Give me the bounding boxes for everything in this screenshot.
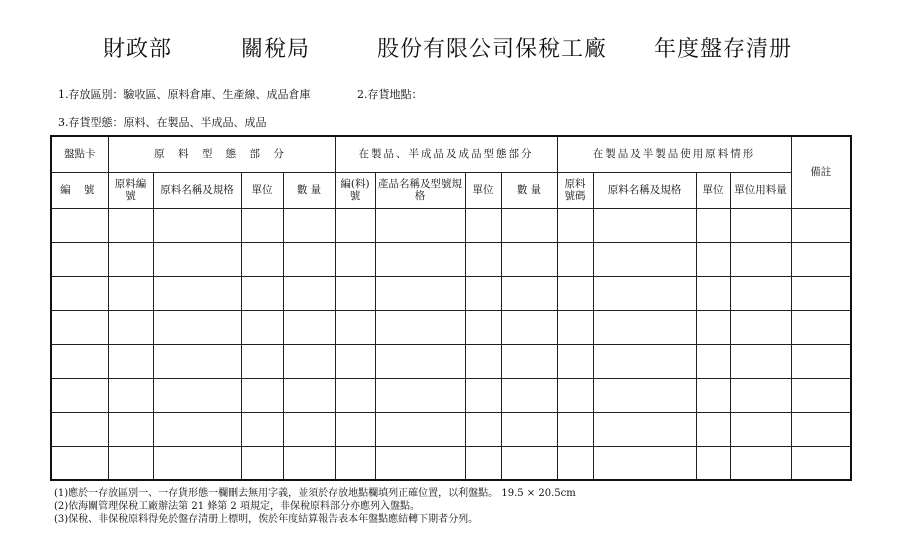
table-cell[interactable]	[696, 310, 730, 344]
bureau-title: 關稅局	[241, 37, 311, 62]
wip-unit-header: 單位	[465, 172, 501, 208]
table-cell[interactable]	[241, 242, 283, 276]
table-row	[51, 446, 851, 480]
table-cell[interactable]	[696, 412, 730, 446]
table-body	[51, 208, 851, 480]
card-no-header: 編 號	[51, 172, 108, 208]
table-cell[interactable]	[730, 276, 791, 310]
table-cell[interactable]	[465, 446, 501, 480]
table-cell[interactable]	[501, 344, 557, 378]
table-cell[interactable]	[557, 208, 593, 242]
table-row	[51, 276, 851, 310]
table-cell[interactable]	[375, 412, 465, 446]
table-cell[interactable]	[730, 446, 791, 480]
table-cell[interactable]	[791, 344, 851, 378]
table-cell[interactable]	[108, 344, 153, 378]
raw-material-part-header: 原 料 型 態 部 分	[108, 136, 335, 172]
table-cell[interactable]	[241, 276, 283, 310]
table-cell[interactable]	[791, 446, 851, 480]
table-cell[interactable]	[791, 310, 851, 344]
table-cell[interactable]	[375, 446, 465, 480]
storage-area-line: 1.存放區別：驗收區、原料倉庫、生產線、成品倉庫	[58, 88, 311, 101]
table-cell[interactable]	[791, 378, 851, 412]
table-cell[interactable]	[593, 276, 696, 310]
use-qty-header: 單位用料量	[730, 172, 791, 208]
table-cell[interactable]	[153, 446, 241, 480]
table-cell[interactable]	[696, 242, 730, 276]
table-cell[interactable]	[241, 310, 283, 344]
table-cell[interactable]	[51, 242, 108, 276]
table-cell[interactable]	[557, 310, 593, 344]
table-cell[interactable]	[730, 378, 791, 412]
table-cell[interactable]	[241, 446, 283, 480]
table-cell[interactable]	[51, 412, 108, 446]
table-cell[interactable]	[730, 242, 791, 276]
table-cell[interactable]	[501, 276, 557, 310]
table-cell[interactable]	[283, 344, 335, 378]
table-cell[interactable]	[375, 242, 465, 276]
table-cell[interactable]	[335, 310, 375, 344]
table-cell[interactable]	[283, 276, 335, 310]
table-cell[interactable]	[501, 378, 557, 412]
table-cell[interactable]	[557, 378, 593, 412]
wip-no-header: 編(料)號	[335, 172, 375, 208]
table-cell[interactable]	[375, 378, 465, 412]
table-cell[interactable]	[283, 208, 335, 242]
table-cell[interactable]	[791, 242, 851, 276]
table-cell[interactable]	[593, 446, 696, 480]
raw-name-spec-header: 原料名稱及規格	[153, 172, 241, 208]
table-row	[51, 344, 851, 378]
table-cell[interactable]	[501, 242, 557, 276]
table-cell[interactable]	[283, 242, 335, 276]
table-cell[interactable]	[51, 344, 108, 378]
table-cell[interactable]	[696, 344, 730, 378]
table-cell[interactable]	[335, 208, 375, 242]
footnote: (2)依海關管理保稅工廠辦法第 21 條第 2 項規定，非保稅原料部分亦應列入盤點。	[54, 501, 420, 512]
table-sub-header-row	[51, 172, 851, 208]
raw-no-header: 原料編號	[108, 172, 153, 208]
form-title	[0, 32, 900, 62]
table-cell[interactable]	[465, 242, 501, 276]
table-cell[interactable]	[696, 276, 730, 310]
table-cell[interactable]	[153, 378, 241, 412]
table-cell[interactable]	[465, 310, 501, 344]
table-cell[interactable]	[730, 208, 791, 242]
table-cell[interactable]	[557, 412, 593, 446]
table-cell[interactable]	[501, 310, 557, 344]
table-group-header-row	[51, 136, 851, 172]
table-cell[interactable]	[108, 242, 153, 276]
inventory-table	[50, 135, 852, 481]
table-cell[interactable]	[593, 208, 696, 242]
table-row	[51, 412, 851, 446]
form-name-title: 年度盤存清册	[654, 37, 793, 62]
table-cell[interactable]	[375, 344, 465, 378]
footnotes	[54, 487, 576, 526]
table-cell[interactable]	[241, 208, 283, 242]
table-cell[interactable]	[375, 208, 465, 242]
wip-qty-header: 數 量	[501, 172, 557, 208]
table-cell[interactable]	[335, 344, 375, 378]
table-cell[interactable]	[153, 276, 241, 310]
table-cell[interactable]	[557, 276, 593, 310]
table-cell[interactable]	[51, 446, 108, 480]
table-row	[51, 378, 851, 412]
use-unit-header: 單位	[696, 172, 730, 208]
table-cell[interactable]	[791, 412, 851, 446]
ministry-title: 財政部	[103, 37, 173, 62]
table-cell[interactable]	[557, 446, 593, 480]
table-cell[interactable]	[501, 412, 557, 446]
table-cell[interactable]	[375, 276, 465, 310]
company-title: 股份有限公司保稅工廠	[377, 37, 608, 62]
footnote: (1)應於一存放區別一、一存貨形態一欄刪去無用字義，並須於存放地點欄填列正確位置，以利盤點。 19.5 × 20.5cm	[54, 488, 576, 499]
wip-part-header: 在製品、半成品及成品型態部分	[335, 136, 557, 172]
table-cell[interactable]	[335, 378, 375, 412]
table-row	[51, 208, 851, 242]
table-cell[interactable]	[335, 242, 375, 276]
table-cell[interactable]	[593, 310, 696, 344]
table-cell[interactable]	[557, 344, 593, 378]
table-cell[interactable]	[335, 412, 375, 446]
table-cell[interactable]	[51, 310, 108, 344]
raw-unit-header: 單位	[241, 172, 283, 208]
use-name-spec-header: 原料名稱及規格	[593, 172, 696, 208]
table-cell[interactable]	[501, 446, 557, 480]
table-cell[interactable]	[153, 344, 241, 378]
table-cell[interactable]	[501, 208, 557, 242]
table-cell[interactable]	[465, 276, 501, 310]
table-cell[interactable]	[153, 208, 241, 242]
table-cell[interactable]	[696, 208, 730, 242]
table-cell[interactable]	[51, 208, 108, 242]
usage-part-header: 在製品及半製品使用原料情形	[557, 136, 791, 172]
table-cell[interactable]	[283, 412, 335, 446]
table-cell[interactable]	[730, 310, 791, 344]
table-cell[interactable]	[593, 242, 696, 276]
table-cell[interactable]	[465, 412, 501, 446]
inventory-type-line: 3.存貨型態：原料、在製品、半成品、成品	[58, 116, 267, 129]
table-cell[interactable]	[465, 344, 501, 378]
table-cell[interactable]	[283, 310, 335, 344]
table-cell[interactable]	[593, 344, 696, 378]
table-cell[interactable]	[375, 310, 465, 344]
table-cell[interactable]	[335, 446, 375, 480]
table-cell[interactable]	[241, 378, 283, 412]
table-cell[interactable]	[791, 208, 851, 242]
table-cell[interactable]	[51, 378, 108, 412]
table-cell[interactable]	[51, 276, 108, 310]
table-cell[interactable]	[465, 208, 501, 242]
raw-qty-header: 數 量	[283, 172, 335, 208]
table-cell[interactable]	[153, 310, 241, 344]
table-cell[interactable]	[283, 446, 335, 480]
table-cell[interactable]	[730, 412, 791, 446]
table-cell[interactable]	[108, 276, 153, 310]
footnote: (3)保稅、非保稅原料得免於盤存清册上標明，俟於年度結算報告表本年盤點應結轉下期者分列。	[54, 514, 479, 525]
table-cell[interactable]	[593, 412, 696, 446]
table-cell[interactable]	[283, 378, 335, 412]
table-cell[interactable]	[108, 446, 153, 480]
table-cell[interactable]	[153, 412, 241, 446]
table-cell[interactable]	[465, 378, 501, 412]
table-cell[interactable]	[791, 276, 851, 310]
table-cell[interactable]	[557, 242, 593, 276]
table-cell[interactable]	[108, 310, 153, 344]
wip-name-model-header: 產品名稱及型號規格	[375, 172, 465, 208]
use-no-header: 原料號碼	[557, 172, 593, 208]
table-cell[interactable]	[108, 208, 153, 242]
table-cell[interactable]	[241, 344, 283, 378]
table-row	[51, 310, 851, 344]
table-cell[interactable]	[696, 446, 730, 480]
table-row	[51, 242, 851, 276]
count-card-header: 盤點卡	[51, 136, 108, 172]
table-cell[interactable]	[108, 378, 153, 412]
table-cell[interactable]	[593, 378, 696, 412]
table-cell[interactable]	[335, 276, 375, 310]
table-cell[interactable]	[241, 412, 283, 446]
storage-address-line: 2.存貨地點：	[357, 88, 423, 101]
table-cell[interactable]	[696, 378, 730, 412]
table-cell[interactable]	[153, 242, 241, 276]
table-cell[interactable]	[108, 412, 153, 446]
remarks-header: 備註	[791, 136, 851, 208]
table-cell[interactable]	[730, 344, 791, 378]
